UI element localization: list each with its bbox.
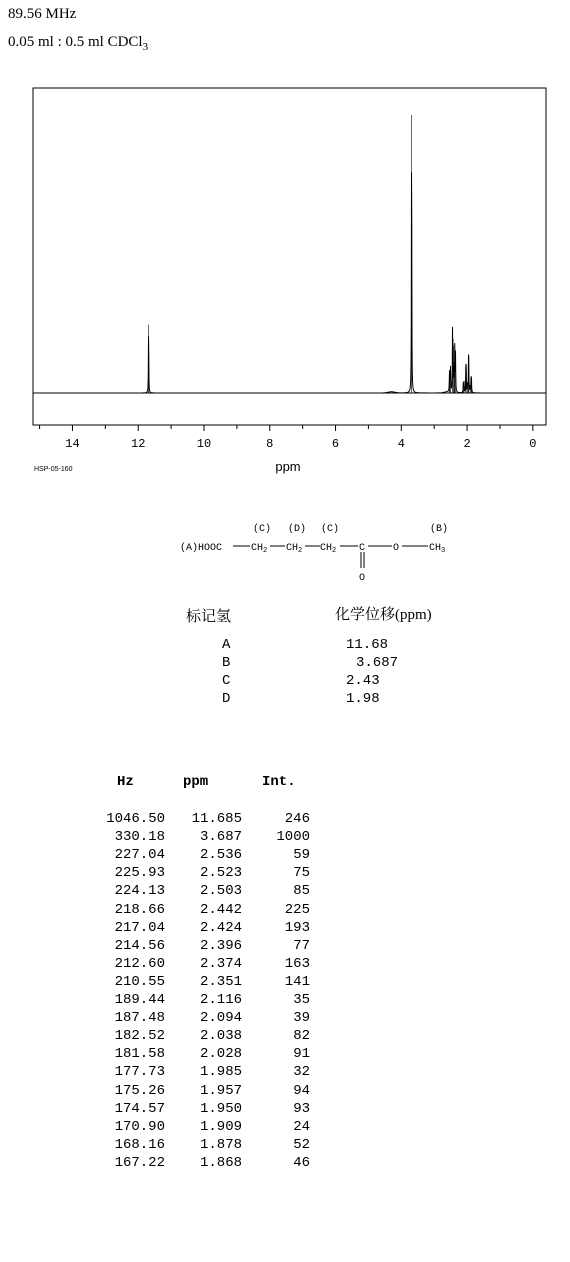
peak-ppm: 2.374 <box>199 955 242 972</box>
peak-int: 52 <box>293 1136 310 1153</box>
structure-label-b: (B) <box>430 524 449 535</box>
peak-int: 32 <box>293 1064 310 1081</box>
peak-ppm: 1.957 <box>199 1082 242 1099</box>
peak-hz: 174.57 <box>114 1100 165 1117</box>
peak-table-header-hz: Hz <box>117 774 134 790</box>
peak-int: 77 <box>293 937 310 954</box>
structure-ch2-3: $CH_2$ <box>320 543 337 555</box>
peak-hz: 189.44 <box>114 992 165 1008</box>
assignment-header-shift: 化学位移(ppm) <box>335 607 432 623</box>
assignment-label: B <box>222 655 231 671</box>
peak-ppm: 2.351 <box>199 973 242 990</box>
peak-int: 91 <box>293 1046 310 1063</box>
peak-ppm: 2.028 <box>199 1046 242 1063</box>
peak-hz: 225.93 <box>114 865 165 882</box>
sample-subscript: 3 <box>142 41 149 53</box>
structure-label-c2: (C) <box>321 524 340 535</box>
structure-carbonyl-c: C <box>359 543 366 554</box>
peak-int: 193 <box>284 919 310 936</box>
peak-ppm: 11.685 <box>191 811 242 827</box>
structure-hooc: (A)HOOC <box>180 543 223 554</box>
peak-ppm: 2.396 <box>199 937 242 954</box>
x-tick-label: 2 <box>463 437 471 451</box>
sample-text: 0.05 ml : 0.5 ml CDCl <box>8 34 143 50</box>
x-tick-label: 4 <box>397 437 405 451</box>
peak-ppm: 2.523 <box>199 865 242 882</box>
structure-ester-o: O <box>393 543 400 554</box>
x-tick-label: 10 <box>196 437 212 451</box>
x-tick-label: 0 <box>529 437 537 451</box>
assignment-header-label: 标记氢 <box>186 609 232 625</box>
peak-int: 225 <box>284 901 310 918</box>
peak-ppm: 2.536 <box>199 847 242 864</box>
peak-int: 82 <box>293 1028 310 1045</box>
x-axis-label: ppm <box>275 459 301 474</box>
peak-int: 246 <box>284 811 310 827</box>
spectrometer-frequency: 89.56 MHz <box>8 6 77 22</box>
peak-hz: 177.73 <box>114 1064 165 1081</box>
peak-hz: 181.58 <box>114 1046 165 1063</box>
peak-ppm: 2.038 <box>199 1028 242 1045</box>
structure-label-d: (D) <box>288 524 307 535</box>
peak-ppm: 3.687 <box>199 829 242 846</box>
peak-int: 59 <box>293 847 310 864</box>
peak-hz: 218.66 <box>114 901 165 918</box>
peak-hz: 227.04 <box>114 847 165 864</box>
peak-int: 93 <box>293 1100 310 1117</box>
spectrum-code: HSP-05-160 <box>34 466 73 473</box>
assignment-shift: 2.43 <box>346 673 380 689</box>
structure-ch2-2: $CH_2$ <box>286 543 303 555</box>
peak-ppm: 2.442 <box>199 901 242 918</box>
peak-ppm: 1.878 <box>199 1136 242 1153</box>
assignment-label: A <box>222 637 231 653</box>
assignment-shift: 3.687 <box>356 655 399 671</box>
peak-int: 163 <box>284 955 310 972</box>
peak-hz: 167.22 <box>114 1154 165 1171</box>
peak-hz: 224.13 <box>114 883 165 900</box>
peak-table-header-ppm: ppm <box>183 774 209 790</box>
peak-int: 75 <box>293 865 310 882</box>
peak-table-header-int: Int. <box>262 774 296 790</box>
peak-hz: 175.26 <box>114 1082 165 1099</box>
peak-hz: 212.60 <box>114 955 165 972</box>
assignment-label: C <box>222 673 231 689</box>
x-tick-label: 14 <box>65 437 80 451</box>
peak-ppm: 1.950 <box>199 1100 242 1117</box>
peak-hz: 182.52 <box>114 1028 165 1045</box>
peak-hz: 187.48 <box>114 1010 165 1027</box>
peak-int: 94 <box>293 1082 310 1099</box>
structure-ch2-1: $CH_2$ <box>251 543 268 555</box>
peak-ppm: 1.909 <box>199 1118 242 1135</box>
peak-hz: 170.90 <box>114 1118 165 1135</box>
peak-hz: 210.55 <box>114 973 165 990</box>
peak-hz: 217.04 <box>114 919 165 936</box>
peak-hz: 214.56 <box>114 937 165 954</box>
peak-hz: 330.18 <box>114 829 165 846</box>
peak-hz: 1046.50 <box>106 811 165 827</box>
structure-ch3: $CH_3$ <box>429 543 446 555</box>
x-tick-label: 12 <box>131 437 146 451</box>
peak-int: 24 <box>293 1118 310 1135</box>
peak-ppm: 2.116 <box>199 992 242 1008</box>
peak-ppm: 1.985 <box>199 1064 242 1081</box>
peak-ppm: 1.868 <box>199 1154 242 1171</box>
peak-int: 85 <box>293 883 310 900</box>
peak-int: 1000 <box>276 829 310 846</box>
x-tick-label: 6 <box>331 437 340 451</box>
chemical-structure <box>0 0 570 600</box>
peak-hz: 168.16 <box>114 1136 165 1153</box>
peak-int: 141 <box>284 973 310 990</box>
peak-int: 35 <box>293 992 310 1008</box>
peak-int: 46 <box>293 1154 310 1171</box>
structure-carbonyl-o: O <box>359 573 366 584</box>
structure-label-c1: (C) <box>253 524 272 535</box>
assignment-shift: 1.98 <box>346 691 380 707</box>
peak-ppm: 2.424 <box>199 919 242 936</box>
peak-ppm: 2.094 <box>199 1010 242 1027</box>
assignment-shift: 11.68 <box>346 637 389 653</box>
x-tick-label: 8 <box>266 437 274 451</box>
peak-int: 39 <box>293 1010 310 1027</box>
peak-ppm: 2.503 <box>199 883 242 900</box>
assignment-label: D <box>222 691 231 707</box>
